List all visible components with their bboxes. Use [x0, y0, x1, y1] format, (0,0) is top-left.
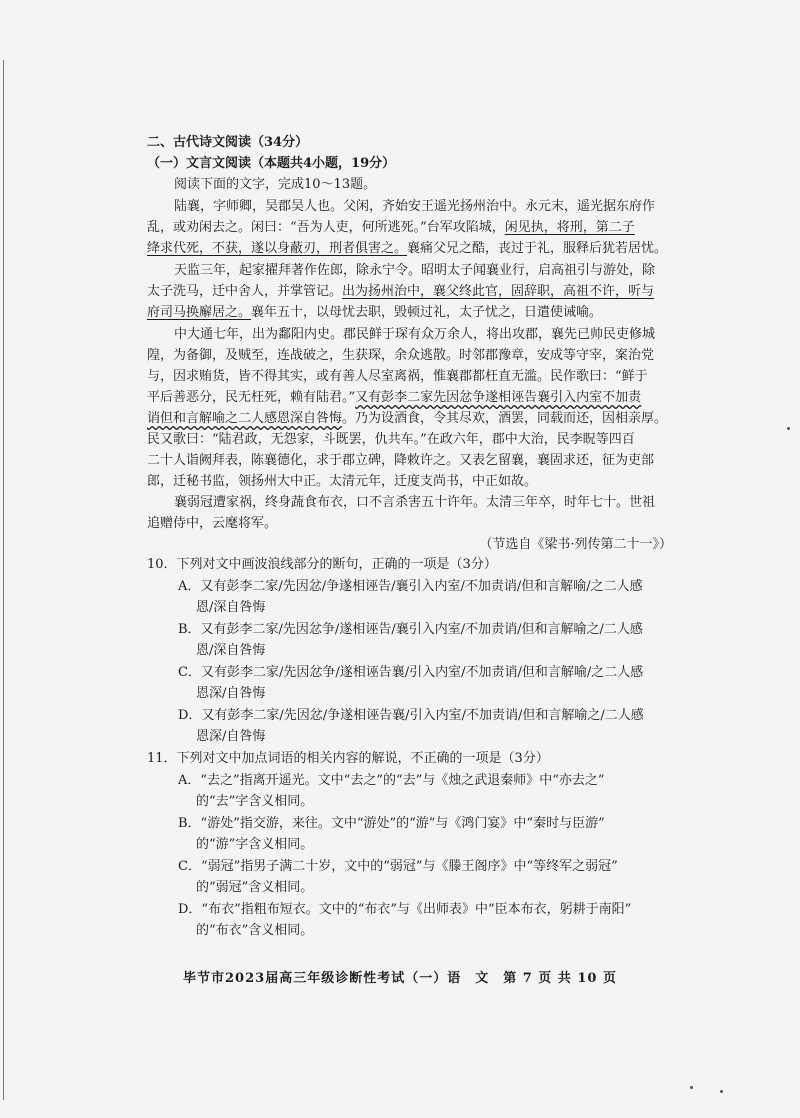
passage-line: 郎，迁秘书监，领扬州大中正。太清元年，迁度支尚书，中正如故。 — [147, 474, 538, 489]
section-title: 二、古代诗文阅读（34分） — [147, 135, 309, 150]
passage-line: 民又歌曰：“陆君政，无怨家，斗既罢，仇共车。”在政六年，郡中大治，民李眖等四百 — [147, 432, 635, 447]
passage-line — [147, 283, 654, 301]
underlined-sentence: 府司马换廨居之。 — [147, 305, 252, 320]
passage-line — [147, 410, 667, 428]
scan-speck — [787, 427, 790, 430]
wavy-underlined-sentence: 又有彭李二家先因忿争遂相诬告襄引入内室不加责 — [355, 390, 642, 405]
question-11-stem: 11．下列对文中加点词语的相关内容的解说，不正确的一项是（3分） — [147, 751, 549, 766]
wavy-underlined-sentence: 诮但和言解喻之二人感恩深自咎悔 — [147, 411, 343, 426]
question-10-stem: 10．下列对文中画波浪线部分的断句，正确的一项是（3分） — [147, 557, 497, 572]
passage-line: 二十人诣阙拜表，陈襄德化，求于郡立碑，降敕许之。又表乞留襄，襄固求还，征为吏部 — [147, 453, 655, 468]
q11-option-a-cont: 的“去”字含义相同。 — [196, 794, 314, 809]
q10-option-a-cont: 恩/深自咎悔 — [196, 600, 266, 615]
q10-option-b-cont: 恩/深自咎悔 — [196, 643, 266, 658]
q11-option-d: D．“布衣”指粗布短衣。文中的“布衣”与《出师表》中“臣本布衣，躬耕于南阳” — [178, 902, 632, 917]
passage-text: 平后善恶分，民无枉死，赖有陆君。” — [147, 390, 356, 405]
passage-line: 与，因求贿货，皆不得其实，或有善人尽室离祸，惟襄郡都枉直无滥。民作歌曰：“鲜于 — [147, 369, 648, 384]
page-footer: 毕节市2023届高三年级诊断性考试（一）语 文 第 7 页 共 10 页 — [183, 971, 617, 986]
q11-option-b-cont: 的“游”字含义相同。 — [196, 837, 314, 852]
scan-margin-line — [3, 60, 4, 1100]
underlined-sentence: 绛求代死，不获，遂以身蔽刃，刑者俱害之。 — [147, 241, 408, 256]
passage-text: 襄痛父兄之酷，丧过于礼，服释后犹若居忧。 — [407, 241, 668, 256]
q11-option-d-cont: 的“布衣”含义相同。 — [196, 923, 314, 938]
q10-option-b: B．又有彭李二家/先因忿争/遂相诬告/襄引入内室/不加责诮/但和言解喻之/二人感 — [178, 622, 643, 637]
section-subtitle — [147, 155, 395, 173]
passage-line: 中大通七年，出为鄱阳内史。郡民鲜于琛有众万余人，将出攻郡，襄先已帅民吏修城 — [174, 327, 656, 342]
passage-line: 隍，为备御，及贼至，连战破之，生获琛，余众逃散。时邻郡豫章，安成等守宰，案治党 — [147, 348, 655, 363]
passage-text: 太子洗马，迁中舍人，并掌管记。 — [147, 284, 343, 299]
q10-option-d: D．又有彭李二家/先因忿/争遂相诬告襄/引入内室/不加责诮/但和言解喻之/二人感 — [178, 708, 644, 723]
underlined-sentence: 出为扬州治中，襄父终此官，固辞职，高祖不许，听与 — [342, 284, 655, 299]
q11-option-c-cont: 的“弱冠”含义相同。 — [196, 880, 314, 895]
q10-option-c: C．又有彭李二家/先因忿争/遂相诬告襄/引入内室/不加责诮/但和言解喻/之二人感 — [178, 665, 644, 680]
scan-speck — [690, 1086, 693, 1089]
passage-source: （节选自《梁书·列传第二十一》） — [479, 537, 672, 552]
passage-line — [147, 240, 667, 258]
passage-line — [147, 389, 641, 407]
instruction: 阅读下面的文字，完成10～13题。 — [174, 177, 377, 192]
scan-speck — [720, 1090, 723, 1093]
passage-line: 天监三年，起家擢拜著作佐郎，除永宁令。昭明太子闻襄业行，启高祖引与游处，除 — [174, 263, 656, 278]
q10-option-c-cont: 恩深/自咎悔 — [196, 686, 266, 701]
passage-line: 陆襄，字师卿，吴郡吴人也。父闲，齐始安王遥光扬州治中。永元末，遥光据东府作 — [174, 199, 656, 214]
passage-text: 襄年五十，以母忧去职，毁顿过礼，太子忧之，日遣使诫喻。 — [251, 305, 603, 320]
q10-option-d-cont: 恩深/自咎悔 — [196, 729, 266, 744]
q11-option-a: A．“去之”指离开遥光。文中“去之”的“去”与《烛之武退秦师》中“亦去之” — [178, 773, 605, 788]
passage-line — [147, 219, 635, 237]
subtitle-text: （一）文言文阅读（本题共4小题，19分） — [147, 156, 396, 171]
q11-option-b: B．“游处”指交游，来往。文中“游处”的“游”与《鸿门宴》中“秦时与臣游” — [178, 816, 605, 831]
passage-text: 乱，或劝闲去之。闲曰：“吾为人吏，何所逃死。”台军攻陷城， — [147, 220, 505, 235]
passage-text: 。乃为设酒食，令其尽欢，酒罢，同载而还，因相亲厚。 — [342, 411, 668, 426]
passage-line: 襄弱冠遭家祸，终身蔬食布衣，口不言杀害五十许年。太清三年卒，时年七十。世祖 — [174, 495, 656, 510]
q10-option-a: A．又有彭李二家/先因忿/争遂相诬告/襄引入内室/不加责诮/但和言解喻/之二人感 — [178, 579, 643, 594]
underlined-sentence: 闲见执，将刑，第二子 — [504, 220, 635, 235]
passage-line — [147, 304, 602, 322]
q11-option-c: C．“弱冠”指男子满二十岁，文中的“弱冠”与《滕王阁序》中“等终军之弱冠” — [178, 859, 618, 874]
passage-line: 追赠侍中，云麾将军。 — [147, 516, 278, 531]
